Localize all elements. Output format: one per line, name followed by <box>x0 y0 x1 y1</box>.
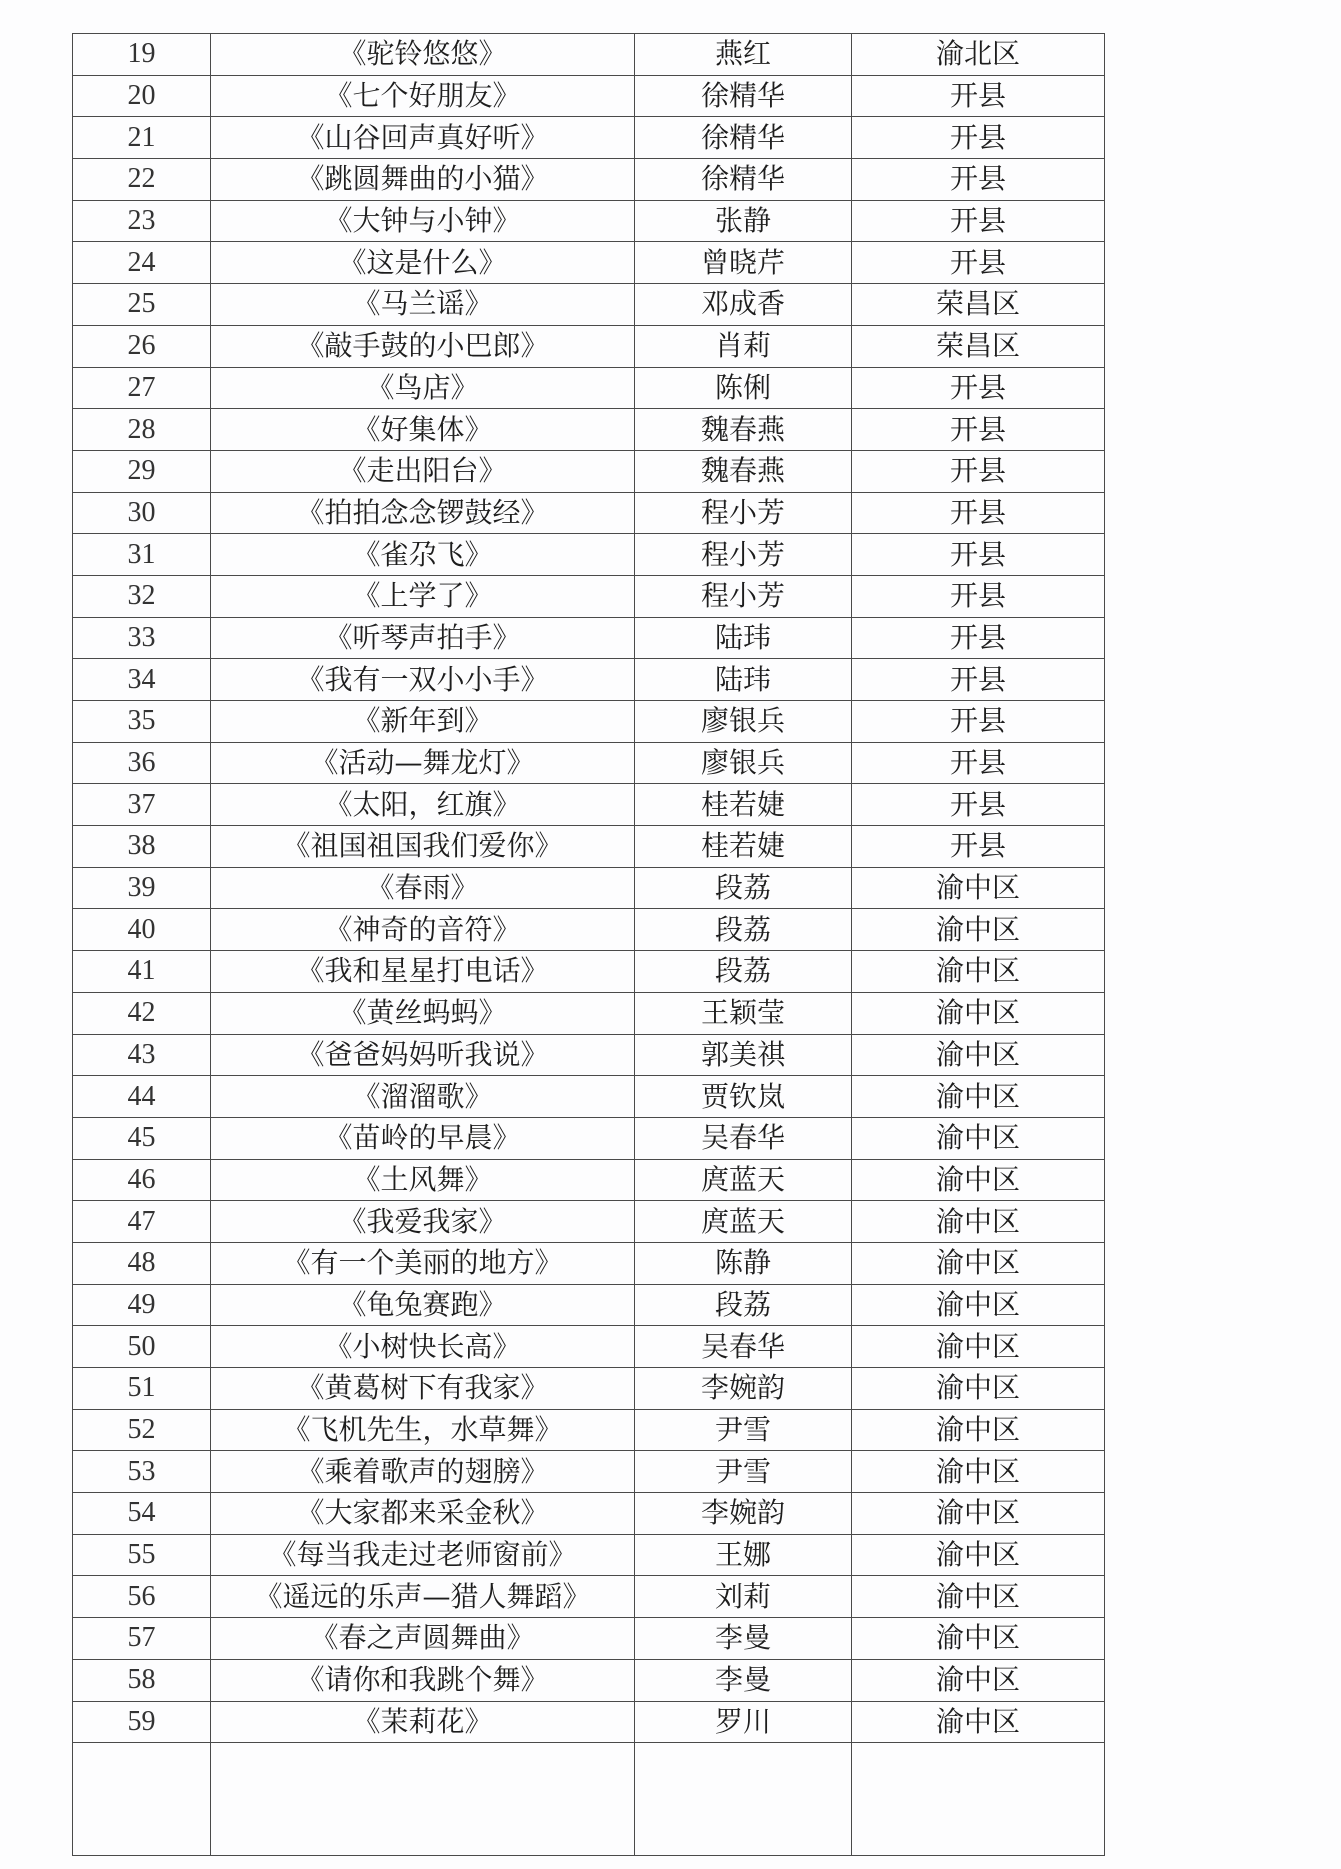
song-title-cell: 《太阳，红旗》 <box>211 784 635 826</box>
song-title-cell: 《春之声圆舞曲》 <box>211 1618 635 1660</box>
district-cell: 渝中区 <box>852 867 1105 909</box>
row-number-cell: 57 <box>73 1618 211 1660</box>
district-cell: 开县 <box>852 242 1105 284</box>
song-title-cell: 《我爱我家》 <box>211 1201 635 1243</box>
song-title-cell: 《飞机先生，水草舞》 <box>211 1409 635 1451</box>
row-number-cell: 46 <box>73 1159 211 1201</box>
district-cell: 渝中区 <box>852 1534 1105 1576</box>
teacher-name-cell: 陆玮 <box>635 659 852 701</box>
song-title-cell: 《大家都来采金秋》 <box>211 1493 635 1535</box>
table-row <box>73 450 1105 492</box>
song-title-cell: 《拍拍念念锣鼓经》 <box>211 492 635 534</box>
district-cell: 开县 <box>852 159 1105 201</box>
teacher-name-cell: 段荔 <box>635 867 852 909</box>
song-title-cell: 《这是什么》 <box>211 242 635 284</box>
district-cell: 开县 <box>852 450 1105 492</box>
district-cell: 渝中区 <box>852 1326 1105 1368</box>
song-title-cell: 《大钟与小钟》 <box>211 200 635 242</box>
song-title-cell: 《上学了》 <box>211 575 635 617</box>
district-cell: 渝中区 <box>852 909 1105 951</box>
teacher-name-cell: 王颖莹 <box>635 992 852 1034</box>
song-title-cell: 《请你和我跳个舞》 <box>211 1659 635 1701</box>
teacher-name-cell: 燕红 <box>635 34 852 76</box>
table-row <box>73 1034 1105 1076</box>
row-number-cell: 58 <box>73 1659 211 1701</box>
table-row <box>73 200 1105 242</box>
song-title-cell: 《土风舞》 <box>211 1159 635 1201</box>
row-number-cell: 54 <box>73 1493 211 1535</box>
table-row <box>73 492 1105 534</box>
song-title-cell: 《龟兔赛跑》 <box>211 1284 635 1326</box>
row-number-cell: 39 <box>73 867 211 909</box>
teacher-name-cell: 曾晓芹 <box>635 242 852 284</box>
table-row <box>73 117 1105 159</box>
row-number-cell: 34 <box>73 659 211 701</box>
district-cell: 渝北区 <box>852 34 1105 76</box>
district-cell: 渝中区 <box>852 1117 1105 1159</box>
district-cell: 渝中区 <box>852 992 1105 1034</box>
row-number-cell: 59 <box>73 1701 211 1743</box>
song-title-cell: 《春雨》 <box>211 867 635 909</box>
row-number-cell: 31 <box>73 534 211 576</box>
row-number-cell: 55 <box>73 1534 211 1576</box>
song-title-cell: 《每当我走过老师窗前》 <box>211 1534 635 1576</box>
song-title-cell: 《敲手鼓的小巴郎》 <box>211 325 635 367</box>
song-title-cell: 《我有一双小小手》 <box>211 659 635 701</box>
row-number-cell: 20 <box>73 75 211 117</box>
row-number-cell: 32 <box>73 575 211 617</box>
table-row <box>73 1326 1105 1368</box>
teacher-name-cell: 徐精华 <box>635 75 852 117</box>
district-cell: 开县 <box>852 701 1105 743</box>
district-cell: 渝中区 <box>852 951 1105 993</box>
song-title-cell: 《祖国祖国我们爱你》 <box>211 826 635 868</box>
table-row <box>73 1659 1105 1701</box>
table-row <box>73 242 1105 284</box>
row-number-cell: 23 <box>73 200 211 242</box>
table-row <box>73 701 1105 743</box>
table-row <box>73 1159 1105 1201</box>
song-title-cell: 《活动—舞龙灯》 <box>211 742 635 784</box>
teacher-name-cell: 邓成香 <box>635 284 852 326</box>
song-title-cell: 《跳圆舞曲的小猫》 <box>211 159 635 201</box>
teacher-name-cell: 贾钦岚 <box>635 1076 852 1118</box>
table-row <box>73 284 1105 326</box>
teacher-name-cell: 段荔 <box>635 951 852 993</box>
district-cell: 渝中区 <box>852 1451 1105 1493</box>
row-number-cell: 50 <box>73 1326 211 1368</box>
teacher-name-cell: 徐精华 <box>635 159 852 201</box>
song-title-cell: 《乘着歌声的翅膀》 <box>211 1451 635 1493</box>
table-row <box>73 826 1105 868</box>
row-number-cell: 22 <box>73 159 211 201</box>
song-title-cell: 《溜溜歌》 <box>211 1076 635 1118</box>
row-number-cell: 48 <box>73 1242 211 1284</box>
district-cell: 开县 <box>852 492 1105 534</box>
teacher-name-cell: 肖莉 <box>635 325 852 367</box>
song-title-cell: 《遥远的乐声—猎人舞蹈》 <box>211 1576 635 1618</box>
teacher-name-cell: 吴春华 <box>635 1326 852 1368</box>
row-number-cell: 41 <box>73 951 211 993</box>
teacher-name-cell: 郭美祺 <box>635 1034 852 1076</box>
district-cell: 开县 <box>852 659 1105 701</box>
empty-table-row <box>73 1743 1105 1856</box>
row-number-cell: 29 <box>73 450 211 492</box>
table-row <box>73 1701 1105 1743</box>
empty-cell <box>852 1743 1105 1856</box>
table-row <box>73 742 1105 784</box>
row-number-cell: 44 <box>73 1076 211 1118</box>
table-row <box>73 784 1105 826</box>
row-number-cell: 28 <box>73 409 211 451</box>
table-row <box>73 1368 1105 1410</box>
teacher-name-cell: 庹蓝天 <box>635 1159 852 1201</box>
district-cell: 荣昌区 <box>852 284 1105 326</box>
teacher-name-cell: 廖银兵 <box>635 701 852 743</box>
table-row <box>73 325 1105 367</box>
table-row <box>73 992 1105 1034</box>
district-cell: 渝中区 <box>852 1659 1105 1701</box>
row-number-cell: 21 <box>73 117 211 159</box>
teacher-name-cell: 李曼 <box>635 1659 852 1701</box>
row-number-cell: 26 <box>73 325 211 367</box>
district-cell: 渝中区 <box>852 1201 1105 1243</box>
teacher-name-cell: 李曼 <box>635 1618 852 1660</box>
teacher-name-cell: 刘莉 <box>635 1576 852 1618</box>
district-cell: 开县 <box>852 826 1105 868</box>
teacher-name-cell: 段荔 <box>635 1284 852 1326</box>
table-row <box>73 1242 1105 1284</box>
row-number-cell: 42 <box>73 992 211 1034</box>
district-cell: 开县 <box>852 117 1105 159</box>
song-title-cell: 《茉莉花》 <box>211 1701 635 1743</box>
empty-cell <box>211 1743 635 1856</box>
empty-cell <box>73 1743 211 1856</box>
district-cell: 渝中区 <box>852 1368 1105 1410</box>
song-title-cell: 《神奇的音符》 <box>211 909 635 951</box>
empty-cell <box>635 1743 852 1856</box>
district-cell: 渝中区 <box>852 1576 1105 1618</box>
song-title-cell: 《有一个美丽的地方》 <box>211 1242 635 1284</box>
table-row <box>73 1284 1105 1326</box>
teacher-name-cell: 桂若婕 <box>635 826 852 868</box>
district-cell: 渝中区 <box>852 1076 1105 1118</box>
district-cell: 渝中区 <box>852 1409 1105 1451</box>
table-row <box>73 159 1105 201</box>
song-title-cell: 《雀尕飞》 <box>211 534 635 576</box>
song-title-cell: 《听琴声拍手》 <box>211 617 635 659</box>
teacher-name-cell: 罗川 <box>635 1701 852 1743</box>
song-title-cell: 《小树快长高》 <box>211 1326 635 1368</box>
district-cell: 渝中区 <box>852 1242 1105 1284</box>
row-number-cell: 24 <box>73 242 211 284</box>
district-cell: 开县 <box>852 200 1105 242</box>
row-number-cell: 45 <box>73 1117 211 1159</box>
teacher-name-cell: 程小芳 <box>635 575 852 617</box>
teacher-name-cell: 张静 <box>635 200 852 242</box>
teacher-name-cell: 吴春华 <box>635 1117 852 1159</box>
teacher-name-cell: 王娜 <box>635 1534 852 1576</box>
table-row <box>73 1451 1105 1493</box>
row-number-cell: 27 <box>73 367 211 409</box>
song-title-cell: 《苗岭的早晨》 <box>211 1117 635 1159</box>
teacher-name-cell: 尹雪 <box>635 1451 852 1493</box>
table-row <box>73 367 1105 409</box>
district-cell: 渝中区 <box>852 1618 1105 1660</box>
row-number-cell: 56 <box>73 1576 211 1618</box>
table-row <box>73 1618 1105 1660</box>
table-row <box>73 1117 1105 1159</box>
district-cell: 渝中区 <box>852 1034 1105 1076</box>
table-row <box>73 867 1105 909</box>
song-title-cell: 《七个好朋友》 <box>211 75 635 117</box>
row-number-cell: 47 <box>73 1201 211 1243</box>
teacher-name-cell: 庹蓝天 <box>635 1201 852 1243</box>
list-table-container <box>72 33 1104 1856</box>
song-title-cell: 《我和星星打电话》 <box>211 951 635 993</box>
song-title-cell: 《鸟店》 <box>211 367 635 409</box>
district-cell: 开县 <box>852 575 1105 617</box>
song-title-cell: 《好集体》 <box>211 409 635 451</box>
teacher-name-cell: 尹雪 <box>635 1409 852 1451</box>
teacher-name-cell: 魏春燕 <box>635 409 852 451</box>
table-row <box>73 409 1105 451</box>
teacher-name-cell: 陈静 <box>635 1242 852 1284</box>
district-cell: 开县 <box>852 617 1105 659</box>
district-cell: 开县 <box>852 75 1105 117</box>
teacher-name-cell: 廖银兵 <box>635 742 852 784</box>
song-title-cell: 《黄葛树下有我家》 <box>211 1368 635 1410</box>
teacher-name-cell: 李婉韵 <box>635 1368 852 1410</box>
district-cell: 开县 <box>852 784 1105 826</box>
row-number-cell: 35 <box>73 701 211 743</box>
row-number-cell: 40 <box>73 909 211 951</box>
row-number-cell: 43 <box>73 1034 211 1076</box>
table-row <box>73 34 1105 76</box>
table-row <box>73 659 1105 701</box>
district-cell: 开县 <box>852 409 1105 451</box>
table-body <box>73 34 1105 1856</box>
district-cell: 开县 <box>852 534 1105 576</box>
table-row <box>73 534 1105 576</box>
table-row <box>73 617 1105 659</box>
teacher-name-cell: 段荔 <box>635 909 852 951</box>
district-cell: 荣昌区 <box>852 325 1105 367</box>
teacher-name-cell: 程小芳 <box>635 534 852 576</box>
table-row <box>73 1493 1105 1535</box>
song-title-cell: 《山谷回声真好听》 <box>211 117 635 159</box>
row-number-cell: 49 <box>73 1284 211 1326</box>
song-title-cell: 《黄丝蚂蚂》 <box>211 992 635 1034</box>
teacher-name-cell: 程小芳 <box>635 492 852 534</box>
district-cell: 渝中区 <box>852 1284 1105 1326</box>
row-number-cell: 19 <box>73 34 211 76</box>
table-row <box>73 1409 1105 1451</box>
teacher-name-cell: 桂若婕 <box>635 784 852 826</box>
song-title-cell: 《马兰谣》 <box>211 284 635 326</box>
row-number-cell: 52 <box>73 1409 211 1451</box>
teacher-name-cell: 徐精华 <box>635 117 852 159</box>
row-number-cell: 37 <box>73 784 211 826</box>
row-number-cell: 33 <box>73 617 211 659</box>
teacher-name-cell: 陈俐 <box>635 367 852 409</box>
row-number-cell: 36 <box>73 742 211 784</box>
row-number-cell: 51 <box>73 1368 211 1410</box>
song-title-cell: 《新年到》 <box>211 701 635 743</box>
table-row <box>73 575 1105 617</box>
teacher-name-cell: 陆玮 <box>635 617 852 659</box>
district-cell: 开县 <box>852 742 1105 784</box>
table-row <box>73 1534 1105 1576</box>
row-number-cell: 53 <box>73 1451 211 1493</box>
table-row <box>73 1201 1105 1243</box>
district-cell: 开县 <box>852 367 1105 409</box>
teacher-name-cell: 魏春燕 <box>635 450 852 492</box>
row-number-cell: 25 <box>73 284 211 326</box>
song-title-cell: 《走出阳台》 <box>211 450 635 492</box>
table-row <box>73 75 1105 117</box>
table-row <box>73 909 1105 951</box>
song-title-cell: 《驼铃悠悠》 <box>211 34 635 76</box>
table-row <box>73 1576 1105 1618</box>
row-number-cell: 30 <box>73 492 211 534</box>
table-row <box>73 951 1105 993</box>
district-cell: 渝中区 <box>852 1493 1105 1535</box>
song-title-cell: 《爸爸妈妈听我说》 <box>211 1034 635 1076</box>
table-row <box>73 1076 1105 1118</box>
row-number-cell: 38 <box>73 826 211 868</box>
district-cell: 渝中区 <box>852 1701 1105 1743</box>
teacher-name-cell: 李婉韵 <box>635 1493 852 1535</box>
district-cell: 渝中区 <box>852 1159 1105 1201</box>
repertoire-table <box>72 33 1105 1856</box>
